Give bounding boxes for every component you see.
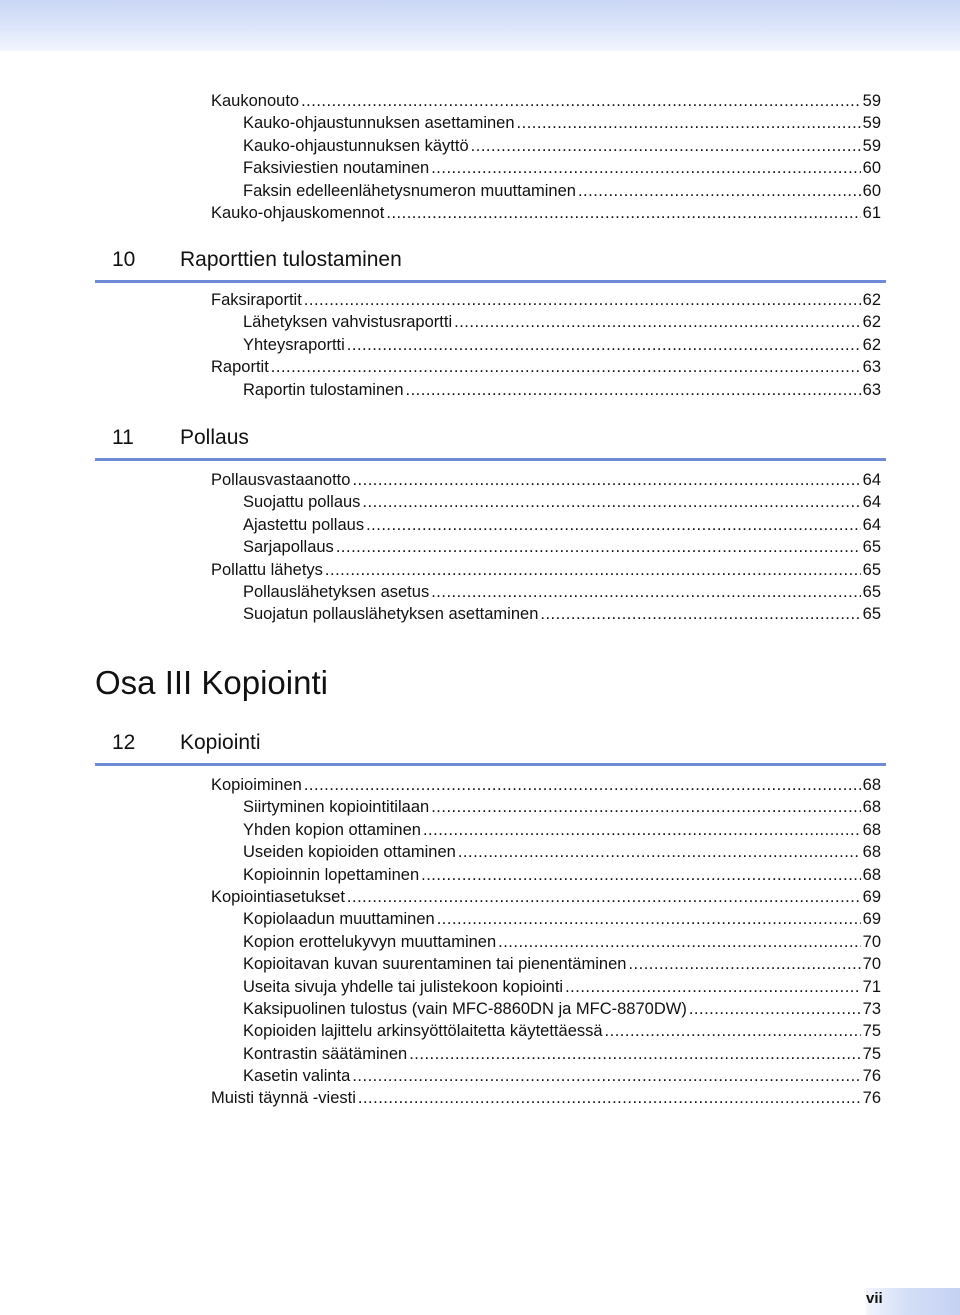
toc-entry-title: Suojattu pollaus [243, 493, 361, 512]
toc-entry[interactable] [243, 180, 881, 202]
toc-entry-page: 68 [862, 820, 881, 839]
toc-entry-page: 61 [862, 203, 881, 222]
toc-entry-title: Kontrastin säätäminen [243, 1044, 408, 1063]
toc-entry[interactable] [211, 774, 881, 796]
toc-entry-title: Pollausvastaanotto [211, 471, 351, 489]
toc-entry-page: 68 [862, 798, 881, 817]
dot-leader [347, 334, 861, 356]
page-number: vii [866, 1290, 883, 1307]
dot-leader [386, 202, 860, 224]
toc-entry-title: Kauko-ohjauskomennot [211, 203, 385, 222]
toc-entry[interactable] [243, 1020, 881, 1042]
toc-entry-page: 65 [862, 605, 881, 624]
dot-leader [336, 536, 861, 558]
toc-entry[interactable] [243, 491, 881, 513]
toc-entry[interactable] [243, 953, 881, 975]
toc-entry-title: Siirtyminen kopiointitilaan [243, 798, 430, 817]
toc-entry[interactable] [243, 998, 881, 1020]
toc-entry-title: Kopioinnin lopettaminen [243, 865, 420, 884]
dot-leader [454, 311, 861, 333]
toc-entry[interactable] [211, 356, 881, 378]
toc-entry-page: 69 [862, 887, 881, 906]
toc-entry[interactable] [243, 112, 881, 134]
dot-leader [628, 953, 860, 975]
toc-entry-page: 62 [862, 335, 881, 354]
toc-entry-page: 71 [862, 977, 881, 996]
toc-entry-page: 62 [862, 313, 881, 332]
dot-leader [431, 796, 860, 818]
toc-entry-title: Raportit [211, 358, 269, 377]
dot-leader [565, 976, 861, 998]
dot-leader [362, 491, 860, 513]
dot-leader [421, 864, 861, 886]
toc-entry-page: 65 [862, 560, 881, 579]
dot-leader [431, 157, 860, 179]
toc-entry-page: 59 [862, 136, 881, 155]
toc-entry[interactable] [211, 202, 881, 224]
chapter-number: 12 [112, 731, 136, 754]
chapter-heading-10[interactable] [95, 248, 886, 283]
toc-entry[interactable] [211, 469, 881, 491]
dot-leader [423, 819, 861, 841]
chapter-heading-11[interactable] [95, 426, 886, 461]
toc-group-faxing-cont [0, 90, 960, 224]
toc-entry-title: Kopioiden lajittelu arkinsyöttölaitetta käytettäessä [243, 1022, 603, 1041]
toc-entry-page: 60 [862, 181, 881, 200]
toc-entry-title: Useita sivuja yhdelle tai julistekoon kopiointi [243, 977, 564, 996]
toc-entry-page: 76 [862, 1089, 881, 1108]
toc-entry-page: 59 [862, 114, 881, 133]
chapter-title: Kopiointi [180, 731, 261, 754]
dot-leader [471, 135, 861, 157]
dot-leader [358, 1087, 861, 1109]
toc-entry-title: Yhteysraportti [243, 335, 345, 354]
toc-entry-page: 68 [862, 865, 881, 884]
toc-entry[interactable] [243, 908, 881, 930]
dot-leader [347, 886, 861, 908]
toc-entry[interactable] [243, 603, 881, 625]
toc-entry-title: Kaukonouto [211, 92, 300, 110]
dot-leader [301, 90, 861, 112]
toc-entry[interactable] [243, 581, 881, 603]
toc-entry-title: Yhden kopion ottaminen [243, 820, 421, 839]
toc-entry-page: 63 [862, 358, 881, 377]
chapter-title: Raporttien tulostaminen [180, 248, 402, 271]
dot-leader [304, 289, 861, 311]
toc-entry-page: 70 [862, 932, 881, 951]
toc-entry[interactable] [243, 334, 881, 356]
toc-entry-title: Kopiointiasetukset [211, 887, 345, 906]
toc-entry-title: Kopioitavan kuvan suurentaminen tai pienentäminen [243, 955, 627, 974]
dot-leader [366, 514, 861, 536]
toc-entry[interactable] [243, 931, 881, 953]
part-heading[interactable]: Osa III Kopiointi [95, 664, 328, 701]
dot-leader [409, 1043, 860, 1065]
toc-entry[interactable] [211, 886, 881, 908]
chapter-heading-12[interactable] [95, 731, 886, 766]
dot-leader [689, 998, 861, 1020]
chapter-title: Pollaus [180, 426, 249, 449]
toc-entry-page: 63 [862, 380, 881, 399]
toc-entry-title: Kopioiminen [211, 776, 302, 794]
dot-leader [578, 180, 861, 202]
toc-group-ch11 [0, 469, 960, 626]
dot-leader [605, 1020, 861, 1042]
toc-entry-page: 64 [862, 515, 881, 534]
toc-entry-page: 75 [862, 1044, 881, 1063]
toc-entry-title: Kopiolaadun muuttaminen [243, 910, 435, 929]
toc-entry-title: Pollattu lähetys [211, 560, 323, 579]
toc-entry-title: Suojatun pollauslähetyksen asettaminen [243, 605, 539, 624]
header-band [0, 0, 960, 51]
dot-leader [437, 908, 861, 930]
toc-entry[interactable] [243, 157, 881, 179]
toc-group-ch12 [0, 774, 960, 1110]
toc-entry-title: Faksin edelleenlähetysnumeron muuttaminen [243, 181, 576, 200]
dot-leader [271, 356, 861, 378]
dot-leader [458, 841, 861, 863]
toc-entry-title: Muisti täynnä -viesti [211, 1089, 356, 1108]
toc-entry[interactable] [243, 1065, 881, 1087]
toc-entry[interactable] [243, 1043, 881, 1065]
toc-entry-title: Kauko-ohjaustunnuksen asettaminen [243, 114, 515, 133]
toc-entry-title: Faksiraportit [211, 291, 302, 309]
toc-entry[interactable] [243, 379, 881, 401]
toc-entry[interactable] [211, 90, 881, 112]
toc-entry[interactable] [211, 1087, 881, 1109]
toc-entry[interactable] [243, 796, 881, 818]
toc-entry-page: 62 [862, 291, 881, 309]
dot-leader [406, 379, 861, 401]
toc-entry-title: Kaksipuolinen tulostus (vain MFC-8860DN ja MFC-8870DW) [243, 999, 687, 1018]
toc-entry-page: 70 [862, 955, 881, 974]
toc-entry-page: 65 [862, 582, 881, 601]
chapter-number: 11 [112, 426, 134, 449]
dot-leader [352, 1065, 860, 1087]
toc-entry-title: Ajastettu pollaus [243, 515, 365, 534]
dot-leader [517, 112, 861, 134]
toc-entry-title: Faksiviestien noutaminen [243, 159, 430, 178]
dot-leader [431, 581, 860, 603]
toc-entry-page: 60 [862, 159, 881, 178]
dot-leader [352, 469, 860, 491]
toc-group-ch10 [0, 289, 960, 401]
toc-entry-page: 69 [862, 910, 881, 929]
toc-entry-page: 75 [862, 1022, 881, 1041]
toc-entry-page: 73 [862, 999, 881, 1018]
toc-entry[interactable] [243, 976, 881, 998]
toc-entry-page: 65 [862, 538, 881, 557]
toc-entry-page: 76 [862, 1067, 881, 1086]
toc-entry[interactable] [211, 559, 881, 581]
toc-entry[interactable] [243, 514, 881, 536]
toc-entry[interactable] [211, 289, 881, 311]
toc-entry-title: Lähetyksen vahvistusraportti [243, 313, 453, 332]
toc-entry-title: Kasetin valinta [243, 1067, 351, 1086]
toc-entry-page: 64 [862, 493, 881, 512]
toc-entry[interactable] [243, 311, 881, 333]
toc-entry[interactable] [243, 864, 881, 886]
dot-leader [304, 774, 861, 796]
toc-entry-title: Kauko-ohjaustunnuksen käyttö [243, 136, 469, 155]
dot-leader [498, 931, 861, 953]
toc-entry-title: Useiden kopioiden ottaminen [243, 843, 456, 862]
toc-entry[interactable] [243, 819, 881, 841]
toc-entry-page: 64 [862, 471, 881, 489]
toc-entry[interactable] [243, 135, 881, 157]
toc-entry-page: 59 [862, 92, 881, 110]
toc-entry[interactable] [243, 841, 881, 863]
dot-leader [540, 603, 860, 625]
toc-entry[interactable] [243, 536, 881, 558]
toc-entry-title: Pollauslähetyksen asetus [243, 582, 430, 601]
chapter-number: 10 [112, 248, 136, 271]
toc-entry-title: Sarjapollaus [243, 538, 334, 557]
toc-entry-title: Kopion erottelukyvyn muuttaminen [243, 932, 497, 951]
dot-leader [325, 559, 861, 581]
toc-entry-page: 68 [862, 843, 881, 862]
toc-entry-title: Raportin tulostaminen [243, 380, 404, 399]
toc-entry-page: 68 [862, 776, 881, 794]
